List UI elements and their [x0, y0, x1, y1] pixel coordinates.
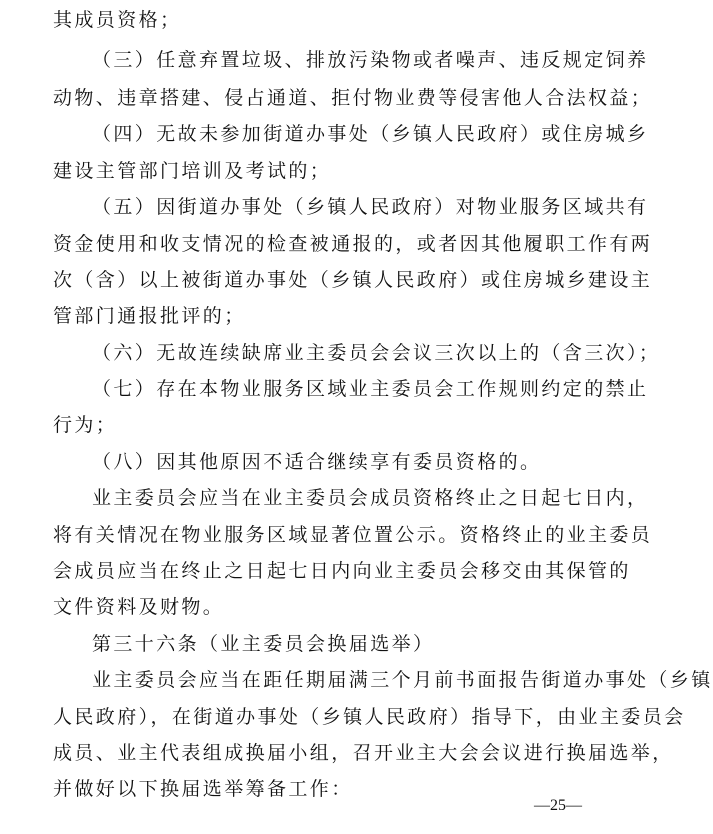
- text-line: 管部门通报批评的；: [53, 305, 246, 327]
- text-line: 次（含）以上被街道办事处（乡镇人民政府）或住房城乡建设主: [53, 269, 653, 291]
- text-line: 并做好以下换届选举筹备工作：: [53, 778, 353, 800]
- text-line: 其成员资格；: [53, 9, 182, 31]
- text-line: 建设主管部门培训及考试的；: [53, 160, 332, 182]
- text-line: （三）任意弃置垃圾、排放污染物或者噪声、违反规定饲养: [92, 49, 649, 71]
- text-line: （四）无故未参加街道办事处（乡镇人民政府）或住房城乡: [92, 123, 649, 145]
- text-line: 成员、业主代表组成换届小组，召开业主大会会议进行换届选举，: [53, 742, 674, 764]
- text-line: 将有关情况在物业服务区域显著位置公示。资格终止的业主委员: [53, 524, 653, 546]
- text-line: （八）因其他原因不适合继续享有委员资格的。: [92, 451, 542, 473]
- text-line: 动物、违章搭建、侵占通道、拒付物业费等侵害他人合法权益；: [53, 87, 653, 109]
- text-line: 文件资料及财物。: [53, 596, 225, 618]
- page-number: —25—: [534, 797, 582, 814]
- text-line: 资金使用和收支情况的检查被通报的，或者因其他履职工作有两: [53, 233, 653, 255]
- text-line: 人民政府），在街道办事处（乡镇人民政府）指导下，由业主委员会: [53, 706, 686, 728]
- text-line: （七）存在本物业服务区域业主委员会工作规则约定的禁止: [92, 378, 649, 400]
- text-line: （六）无故连续缺席业主委员会会议三次以上的（含三次）；: [92, 342, 661, 364]
- article-heading: 第三十六条（业主委员会换届选举）: [92, 633, 435, 655]
- text-line: 业主委员会应当在距任期届满三个月前书面报告街道办事处（乡镇: [92, 669, 713, 691]
- text-line: 行为；: [53, 414, 118, 436]
- text-line: （五）因街道办事处（乡镇人民政府）对物业服务区域共有: [92, 196, 649, 218]
- text-line: 业主委员会应当在业主委员会成员资格终止之日起七日内，: [92, 487, 649, 509]
- text-line: 会成员应当在终止之日起七日内向业主委员会移交由其保管的: [53, 560, 631, 582]
